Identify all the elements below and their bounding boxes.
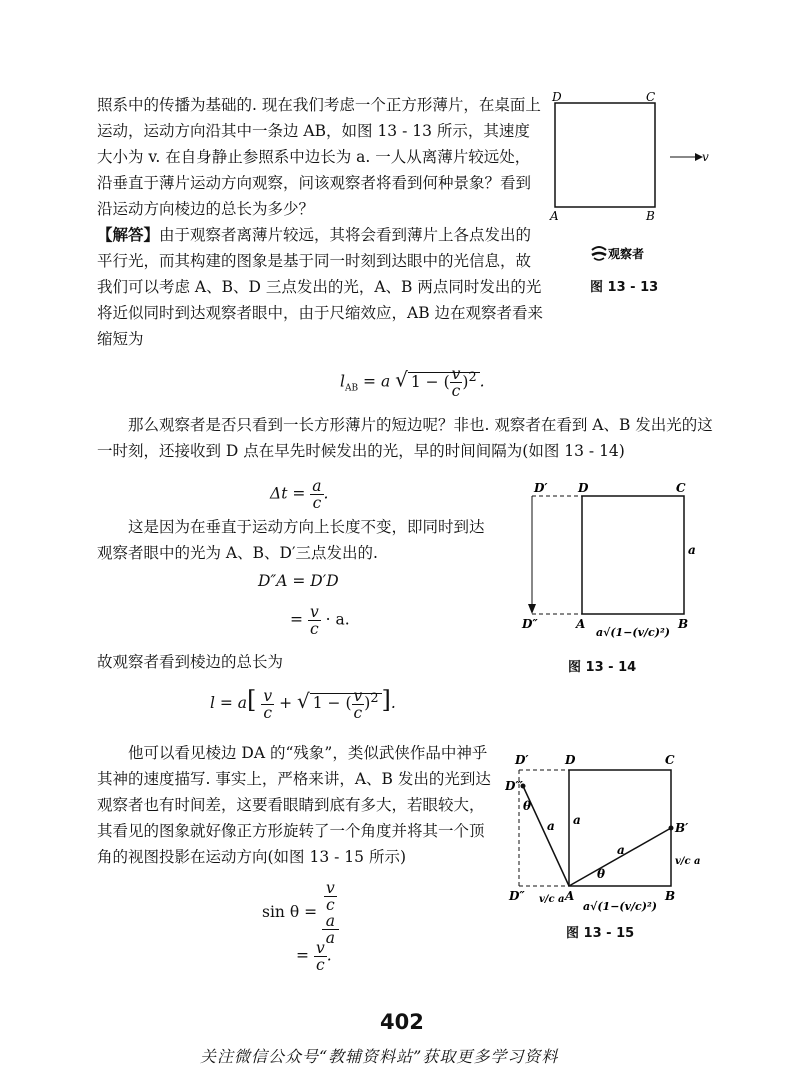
svg-text:a: a <box>547 819 555 833</box>
svg-text:D″: D″ <box>509 889 525 903</box>
caption-13-15: 图 13 - 15 <box>566 926 635 941</box>
caption-13-14: 图 13 - 14 <box>568 660 637 675</box>
observer-label: 观察者 <box>608 247 645 261</box>
paragraph-afterimage: 他可以看见棱边 DA 的“残象”，类似武侠作品中神乎其神的速度描写. 事实上，严格来讲，A、B 发出的光到达观察者也有时间差，这要看眼睛到底有多大，若眼较大，其看见的图象就好像正方形旋转了一个角度并将其一个顶角的视图投影在运动方向(如图 13 - 15 所示) <box>97 744 491 866</box>
figure-13-14 <box>510 478 710 658</box>
footer-promo: 关注微信公众号“教辅资料站”获取更多学习资料 <box>200 1047 559 1066</box>
svg-text:D′: D′ <box>534 481 548 495</box>
svg-text:A: A <box>565 889 575 903</box>
svg-text:C: C <box>665 753 675 767</box>
equation-sin-theta-rhs: = $\frac{v}{c}$ . <box>296 939 332 974</box>
eye-icon <box>592 247 606 260</box>
svg-text:D″: D″ <box>522 617 538 631</box>
label-B: B <box>646 209 655 223</box>
label-A: A <box>550 209 559 223</box>
figure-13-13 <box>540 90 710 300</box>
svg-text:a√(1−(v/c)²): a√(1−(v/c)²) <box>596 626 670 639</box>
label-C: C <box>646 90 656 104</box>
equation-d2a-rhs: = $\frac{v}{c}$ · a. <box>290 603 350 638</box>
svg-text:B: B <box>665 889 676 903</box>
svg-text:v/c a: v/c a <box>539 894 565 905</box>
svg-text:A: A <box>576 617 586 631</box>
label-v: v <box>702 150 709 164</box>
paragraph-intro: 照系中的传播为基础的. 现在我们考虑一个正方形薄片，在桌面上运动，运动方向沿其中一条边 AB，如图 13 - 13 所示，其速度大小为 v. 在自身静止参照系中边长为 a. 一人从离薄片较远处，沿垂直于薄片运动方向观察，问该观察者将看到何种景象？看到沿运动方向棱边的总长为多少？ <box>97 96 541 218</box>
answer-text: 由于观察者离薄片较远，其将会看到薄片上各点发出的平行光，而其构建的图象是基于同一时刻到达眼中的光信息，故我们可以考虑 A、B、D 三点发出的光，A、B 两点同时发出的光将近似同时到达观察者眼中，由于尺缩效应，AB 边在观察者看来缩短为 <box>97 226 544 348</box>
svg-text:v/c a: v/c a <box>675 856 701 867</box>
equation-d2a: D″A = D′D <box>258 572 339 590</box>
square-plate <box>555 103 655 207</box>
svg-text:C: C <box>676 481 686 495</box>
page-number: 402 <box>380 1010 424 1034</box>
equation-sin-theta: sin θ = v c a a <box>262 880 339 946</box>
svg-text:D: D <box>578 481 589 495</box>
svg-text:D′: D′ <box>515 753 529 767</box>
answer-label: 【解答】 <box>97 226 160 244</box>
svg-text:D‴: D‴ <box>505 779 523 793</box>
svg-text:B′: B′ <box>675 821 689 835</box>
equation-lab: $l_{AB} = a$ √ 1 − ( $\frac{v}{c}$ )$^2$ . <box>340 365 485 400</box>
svg-text:θ: θ <box>597 867 606 881</box>
paragraph-answer <box>97 222 545 352</box>
caption-13-13: 图 13 - 13 <box>590 280 659 295</box>
svg-text:θ: θ <box>523 799 532 813</box>
paragraph-afterimage-intro: 那么观察者是否只看到一长方形薄片的短边呢？非也. 观察者在看到 A、B 发出光的这一时刻，还接收到 D 点在早先时候发出的光，早的时间间隔为(如图 13 - 14) <box>97 416 713 460</box>
svg-text:B: B <box>678 617 689 631</box>
svg-text:D: D <box>565 753 576 767</box>
svg-text:a: a <box>617 843 625 857</box>
svg-text:a: a <box>688 543 696 557</box>
paragraph-total-length: 故观察者看到棱边的总长为 <box>97 653 284 671</box>
label-D: D <box>552 90 562 104</box>
svg-text:a: a <box>573 813 581 827</box>
paragraph-perpendicular: 这是因为在垂直于运动方向上长度不变，即同时到达观察者眼中的光为 A、B、D′三点发出的. <box>97 518 485 562</box>
equation-total-length: l = a[ $\frac{v}{c}$ + √ 1 − ( $\frac{v}{c}$ )$^2$ ]. <box>210 686 396 722</box>
figure-13-15 <box>505 750 705 920</box>
equation-dt: Δt = $\frac{a}{c}$ . <box>270 477 329 512</box>
svg-text:a√(1−(v/c)²): a√(1−(v/c)²) <box>583 900 657 913</box>
